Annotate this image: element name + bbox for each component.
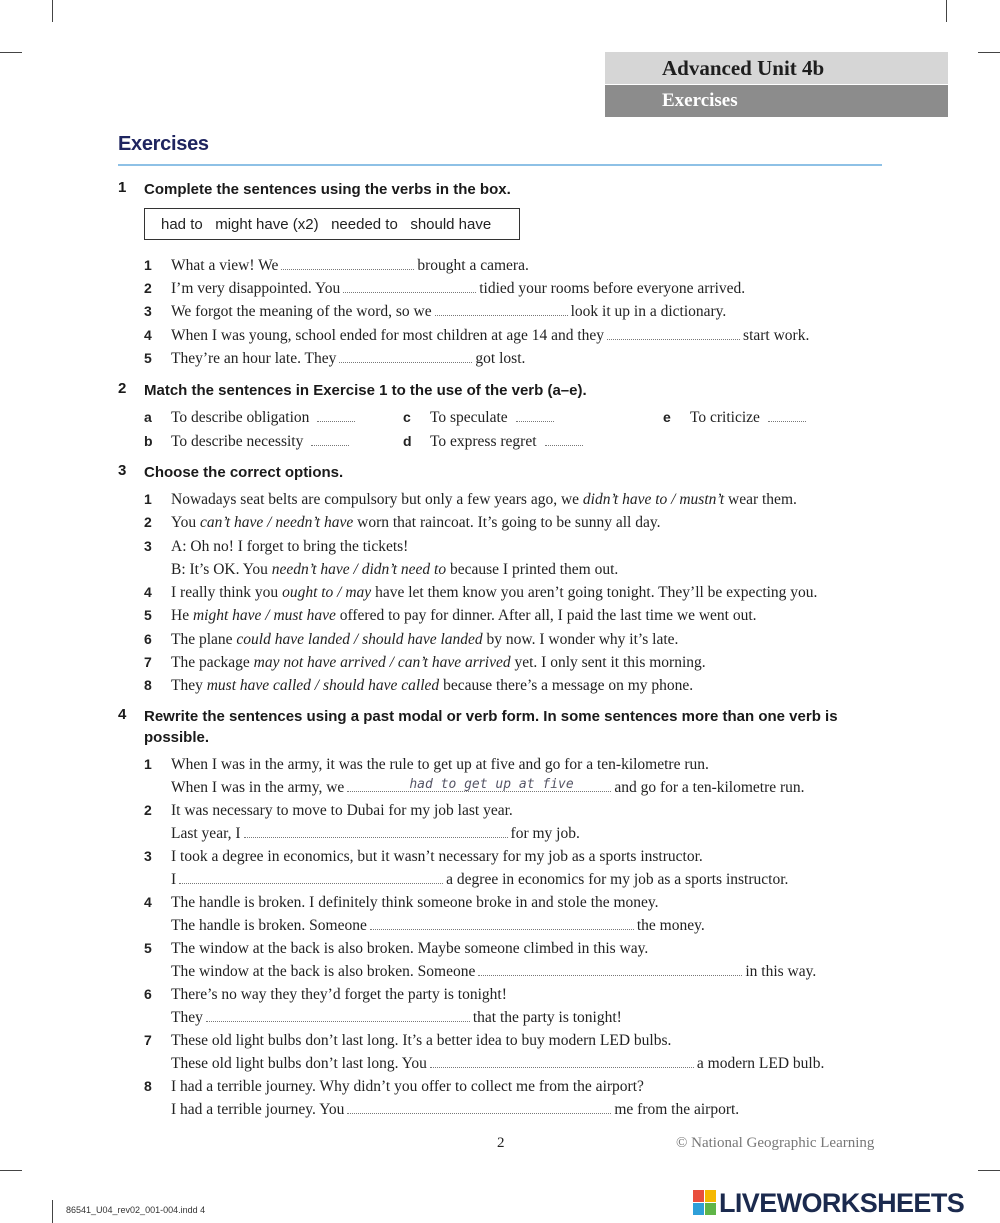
unit-title: Advanced Unit 4b: [662, 56, 825, 80]
answer-blank[interactable]: [343, 280, 476, 293]
rewrite-line: When I was in the army, we had to get up at five and go for a ten-kilometre run.: [171, 777, 805, 796]
exercise-instruction: Complete the sentences using the verbs in the box.: [144, 181, 511, 198]
rewrite-line: The handle is broken. Someone the money.: [171, 917, 705, 934]
logo-text: LIVEWORKSHEETS: [719, 1188, 965, 1218]
answer-blank[interactable]: [545, 433, 583, 446]
word-box: had to might have (x2) needed to should have: [144, 208, 520, 240]
answer-blank[interactable]: [317, 409, 355, 422]
answer-blank[interactable]: [516, 409, 554, 422]
answer-blank[interactable]: [768, 409, 806, 422]
exercise-number: 1: [118, 179, 127, 196]
answer-blank[interactable]: [370, 917, 634, 930]
option-choice[interactable]: could have landed / should have landed: [236, 631, 483, 648]
title-divider: [118, 164, 882, 166]
answer-blank[interactable]: [430, 1055, 694, 1068]
answer-blank[interactable]: [607, 327, 740, 340]
option-choice[interactable]: may not have arrived / can’t have arrived: [253, 654, 511, 671]
exercise-number: 3: [118, 462, 127, 479]
rewrite-line: I a degree in economics for my job as a sports instructor.: [171, 871, 789, 888]
answer-blank[interactable]: [281, 257, 414, 270]
exercise-instruction: Match the sentences in Exercise 1 to the use of the verb (a–e).: [144, 382, 587, 399]
crop-mark: [978, 1170, 1000, 1171]
section-header: [605, 85, 948, 117]
handwritten-answer: had to get up at five: [409, 777, 574, 792]
option-choice[interactable]: ought to / may: [282, 584, 372, 601]
option-choice[interactable]: can’t have / needn’t have: [200, 514, 354, 531]
answer-blank[interactable]: [347, 779, 611, 792]
crop-mark: [0, 52, 22, 53]
logo-blocks-icon: [693, 1190, 717, 1216]
answer-blank[interactable]: [339, 350, 472, 363]
exercise-number: 2: [118, 380, 127, 397]
option-choice[interactable]: must have called / should have called: [206, 677, 440, 694]
rewrite-line: These old light bulbs don’t last long. You a modern LED bulb.: [171, 1055, 825, 1072]
option-choice[interactable]: didn’t have to / mustn’t: [582, 491, 725, 508]
file-name: 86541_U04_rev02_001-004.indd 4: [66, 1205, 206, 1215]
crop-mark: [52, 0, 53, 22]
crop-mark: [52, 1200, 53, 1223]
rewrite-line: Last year, I for my job.: [171, 825, 580, 842]
answer-blank[interactable]: [347, 1101, 611, 1114]
answer-blank[interactable]: [435, 303, 568, 316]
copyright: © National Geographic Learning: [676, 1135, 875, 1151]
rewrite-line: They that the party is tonight!: [171, 1009, 622, 1026]
option-choice[interactable]: might have / must have: [192, 607, 336, 624]
rewrite-line: I had a terrible journey. You me from the airport.: [171, 1101, 740, 1118]
crop-mark: [978, 52, 1000, 53]
page-title: Exercises: [118, 133, 209, 155]
crop-mark: [946, 0, 947, 22]
section-label: Exercises: [662, 90, 738, 111]
answer-blank[interactable]: [244, 825, 508, 838]
answer-blank[interactable]: [206, 1009, 470, 1022]
exercise-instruction: Choose the correct options.: [144, 464, 344, 481]
answer-blank[interactable]: [179, 871, 443, 884]
answer-blank[interactable]: [478, 963, 742, 976]
answer-blank[interactable]: [311, 433, 349, 446]
exercise-instruction: Rewrite the sentences using a past modal or verb form. In some sentences more than one verb is possible.: [144, 708, 838, 746]
rewrite-line: The window at the back is also broken. Someone in this way.: [171, 963, 817, 980]
unit-header: [605, 52, 948, 84]
liveworksheets-logo[interactable]: [693, 1188, 993, 1218]
exercise-number: 4: [118, 706, 127, 723]
page-number: 2: [497, 1135, 505, 1151]
crop-mark: [0, 1170, 22, 1171]
option-choice[interactable]: needn’t have / didn’t need to: [271, 561, 447, 578]
